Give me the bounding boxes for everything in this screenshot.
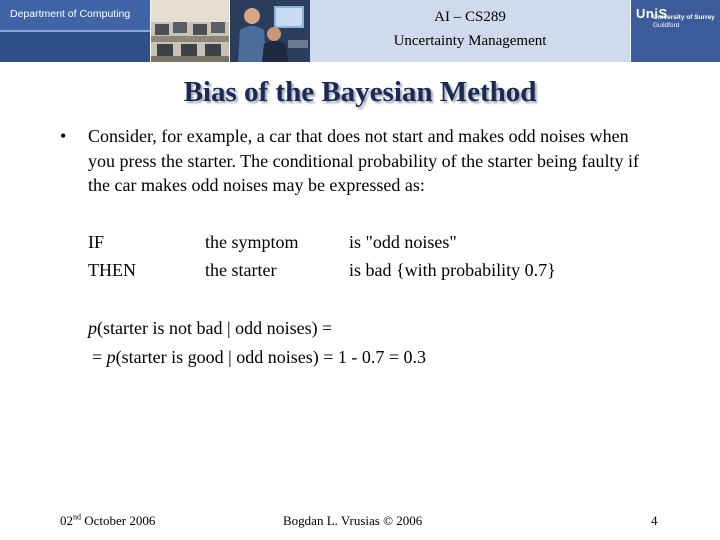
rule-if-keyword: IF [88,232,105,252]
probability-symbol: p [88,318,97,338]
computer-lab-photo [151,0,229,62]
rule-then-subject: the starter [205,260,277,280]
unis-logo: UniS [636,6,668,21]
rule-then-keyword: THEN [88,260,136,280]
department-label: Department of Computing [10,8,131,20]
university-location: Guildford [653,22,680,29]
date-suffix: nd [73,512,81,522]
rule-then-condition: is bad {with probability 0.7} [349,260,556,280]
equation-2-prefix: = [92,347,107,367]
course-topic: Uncertainty Management [393,33,547,49]
department-banner [0,0,150,62]
slide-title: Bias of the Bayesian Method [183,76,537,108]
date-day: 02 [60,513,73,528]
footer-page-number: 4 [651,513,658,528]
equation-line-1 [88,318,332,339]
course-title-box [310,0,630,62]
university-logo-box [631,0,720,62]
date-rest: October 2006 [81,513,156,528]
rule-if-subject: the symptom [205,232,299,252]
probability-symbol: p [106,347,116,367]
equation-line-2 [92,347,426,368]
equation-2-text: (starter is good | odd noises) = 1 - 0.7 = 0.3 [115,347,427,367]
footer-date [60,513,155,529]
equation-1-text: (starter is not bad | odd noises) = [97,318,333,338]
footer-author: Bogdan L. Vrusias © 2006 [283,513,423,528]
bullet-text: Consider, for example, a car that does not start and makes odd noises when you press the starter. The conditional probability of the starter being faulty if the car makes odd noises may be expressed as: [88,126,640,195]
slide-header [0,0,720,62]
rule-if-condition: is "odd noises" [349,232,457,252]
university-name: University of Surrey [653,14,715,21]
course-code: AI – CS289 [434,9,506,25]
bullet-point-icon: • [60,126,67,146]
students-at-computer-photo [230,0,310,62]
